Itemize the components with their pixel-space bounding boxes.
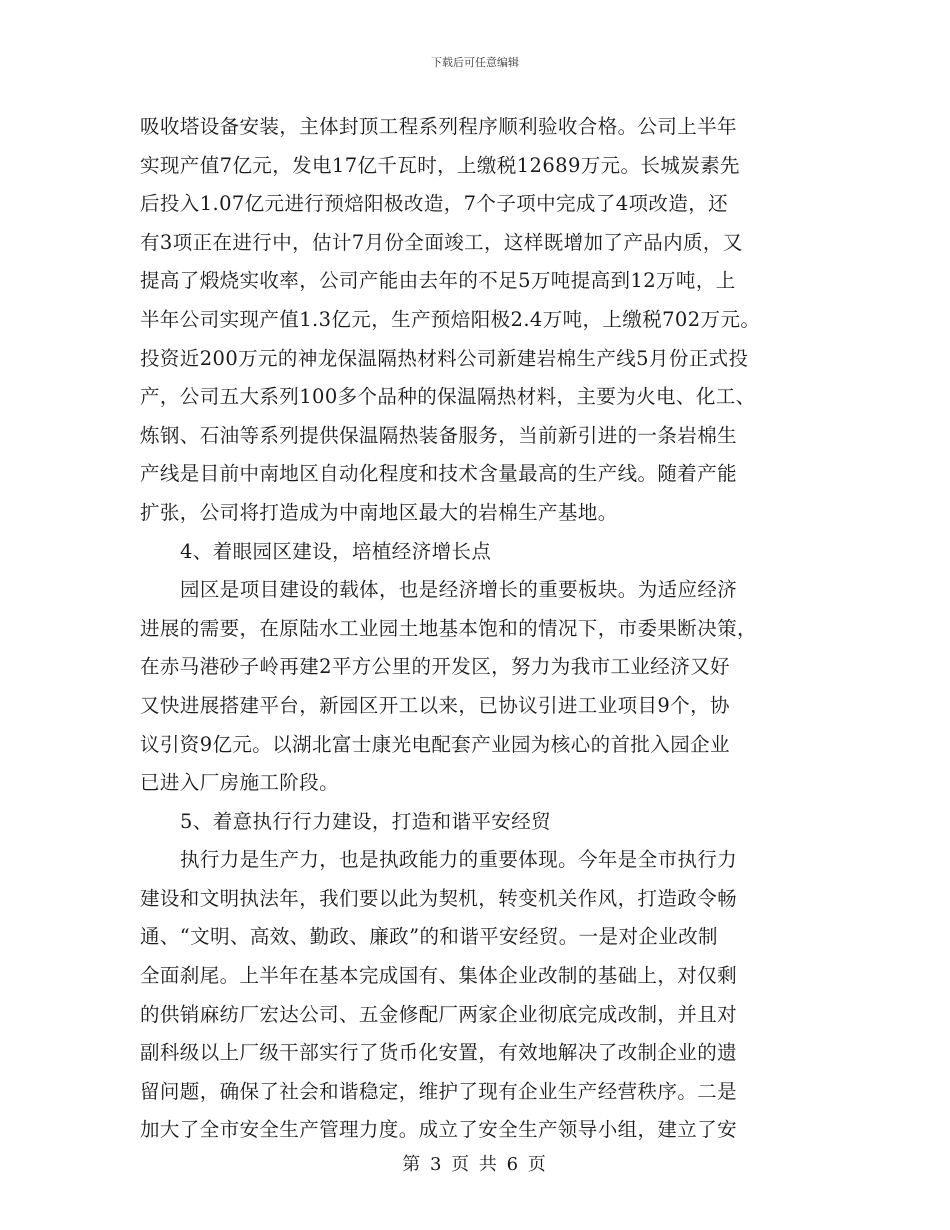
text-line: 议引资9亿元。以湖北富士康光电配套产业园为核心的首批入园企业 <box>140 732 730 756</box>
text-line: 副科级以上厂级干部实行了货币化安置，有效地解决了改制企业的遗 <box>140 1041 738 1065</box>
text-line: 在赤马港砂子岭再建2平方公里的开发区，努力为我市工业经济又好 <box>140 655 730 679</box>
page-header: 下载后可任意编辑 <box>431 56 519 69</box>
text-line: 加大了全市安全生产管理力度。成立了安全生产领导小组，建立了安 <box>140 1118 738 1142</box>
text-line: 进展的需要，在原陆水工业园土地基本饱和的情况下，市委果断决策， <box>140 616 757 640</box>
text-line: 炼钢、石油等系列提供保温隔热装备服务，当前新引进的一条岩棉生 <box>140 423 738 447</box>
text-line: 产，公司五大系列100多个品种的保温隔热材料，主要为火电、化工、 <box>140 385 756 409</box>
text-line: 的供销麻纺厂宏达公司、五金修配厂两家企业彻底完成改制，并且对 <box>140 1002 738 1026</box>
text-line: 投资近200万元的神龙保温隔热材料公司新建岩棉生产线5月份正式投 <box>140 346 749 370</box>
text-line: 半年公司实现产值1.3亿元，生产预焙阳极2.4万吨，上缴税702万元。 <box>140 307 761 331</box>
text-line: 4、着眼园区建设，培植经济增长点 <box>180 539 492 563</box>
text-line: 扩张，公司将打造成为中南地区最大的岩棉生产基地。 <box>140 500 618 524</box>
text-line: 吸收塔设备安装，主体封顶工程系列程序顺利验收合格。公司上半年 <box>140 115 738 138</box>
text-line: 实现产值7亿元，发电17亿千瓦时，上缴税12689万元。长城炭素先 <box>140 153 740 177</box>
text-line: 执行力是生产力，也是执政能力的重要体现。今年是全市执行力 <box>180 848 738 872</box>
text-line: 建设和文明执法年，我们要以此为契机，转变机关作风，打造政令畅 <box>140 886 738 910</box>
text-line: 5、着意执行行力建设，打造和谐平安经贸 <box>180 809 552 833</box>
text-line: 又快进展搭建平台，新园区开工以来，已协议引进工业项目9个，协 <box>140 693 730 717</box>
text-line: 产线是目前中南地区自动化程度和技术含量最高的生产线。随着产能 <box>140 462 738 486</box>
text-line: 已进入厂房施工阶段。 <box>140 771 340 795</box>
text-line: 全面刹尾。上半年在基本完成国有、集体企业改制的基础上，对仅剩 <box>140 964 738 988</box>
document-body <box>140 108 830 1150</box>
text-line: 有3项正在进行中，估计7月份全面竣工，这样既增加了产品内质，又 <box>140 230 743 254</box>
text-line: 通、“文明、高效、勤政、廉政”的和谐平安经贸。一是对企业改制 <box>140 925 718 949</box>
page-number-footer: 第 3 页 共 6 页 <box>402 1154 548 1175</box>
text-line: 园区是项目建设的载体，也是经济增长的重要板块。为适应经济 <box>180 578 738 602</box>
text-line: 留问题，确保了社会和谐稳定，维护了现有企业生产经营秩序。二是 <box>140 1079 738 1103</box>
text-line: 后投入1.07亿元进行预焙阳极改造，7个子项中完成了4项改造，还 <box>140 192 729 216</box>
text-line: 提高了煅烧实收率，公司产能由去年的不足5万吨提高到12万吨，上 <box>140 269 736 293</box>
